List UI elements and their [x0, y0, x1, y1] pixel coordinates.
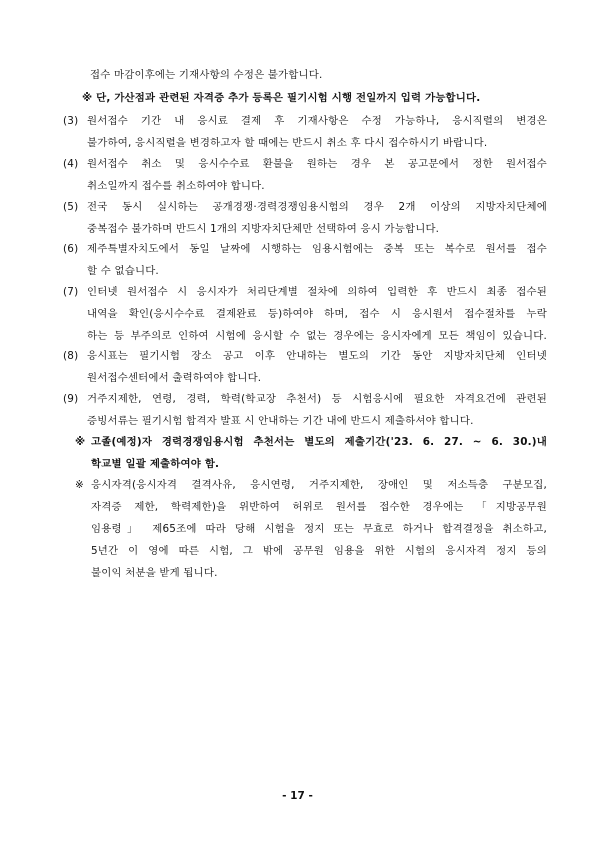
text-line: 전국 동시 실시하는 공개경쟁·경력경쟁임용시험의 경우 2개 이상의 지방자치단체에 [87, 201, 547, 213]
text-line: ※ 단, 가산점과 관련된 자격증 추가 등록은 필기시험 시행 전일까지 입력 가능합니다. [82, 92, 481, 104]
text-line: 자격증 제한, 학력제한)을 위반하여 허위로 원서를 접수한 경우에는 「지방공무원 [91, 501, 547, 513]
text-line: 접수 마감이후에는 기재사항의 수정은 불가합니다. [90, 69, 323, 81]
reference-mark: ※ [75, 479, 84, 491]
list-item [63, 238, 547, 282]
text-line: 불가하여, 응시직렬을 변경하고자 할 때에는 반드시 취소 후 다시 접수하시기 바랍니다. [87, 137, 488, 149]
item-number: (7) [63, 286, 79, 298]
text-line: 제주특별자치도에서 동일 날짜에 시행하는 임용시험에는 중복 또는 복수로 원서를 접수 [87, 243, 547, 255]
text-line: 내역을 확인(응시수수료 결제완료 등)하여야 하며, 접수 시 응시원서 접수절차를 누락 [87, 308, 547, 320]
text-line: 학교별 일괄 제출하여야 함. [91, 458, 220, 470]
item-number: (8) [63, 350, 79, 362]
list-item [63, 388, 547, 432]
list-item [63, 110, 547, 154]
note-qualification [75, 474, 547, 584]
text-line: 거주지제한, 연령, 경력, 학력(학교장 추천서) 등 시험응시에 필요한 자격요건에 관련된 [87, 393, 547, 405]
item-number: (5) [63, 201, 79, 213]
text-line: 할 수 없습니다. [87, 265, 159, 277]
text-line: 고졸(예정)자 경력경쟁임용시험 추천서는 별도의 제출기간('23. 6. 27. ~ 6. 30.)내 [91, 436, 547, 448]
text-line: 취소일까지 접수를 취소하여야 합니다. [87, 180, 265, 192]
text-line: 원서접수 취소 및 응시수수료 환불을 원하는 경우 본 공고문에서 정한 원서접수 [87, 158, 547, 170]
item-number: (6) [63, 243, 79, 255]
text-line: 응시자격(응시자격 결격사유, 응시연령, 거주지제한, 장애인 및 저소득층 구분모집, [91, 479, 547, 491]
continuation-text [90, 64, 323, 86]
list-item [63, 281, 547, 347]
list-item [63, 345, 547, 389]
text-line: 응시표는 필기시험 장소 공고 이후 안내하는 별도의 기간 동안 지방자치단체 인터넷 [87, 350, 547, 362]
text-line: 불이익 처분을 받게 됩니다. [91, 567, 218, 579]
text-line: 인터넷 원서접수 시 응시자가 처리단계별 절차에 의하여 입력한 후 반드시 최종 접수된 [87, 286, 547, 298]
text-line: 5년간 이 영에 따른 시험, 그 밖에 공무원 임용을 위한 시험의 응시자격 정지 등의 [91, 545, 547, 557]
text-line: 증빙서류는 필기시험 합격자 발표 시 안내하는 기간 내에 반드시 제출하셔야 합니다. [87, 415, 474, 427]
note-school-recommendation [75, 431, 547, 475]
text-line: 중복접수 불가하며 반드시 1개의 지방자치단체만 선택하여 응시 가능합니다. [87, 223, 440, 235]
reference-mark: ※ [75, 436, 86, 448]
list-item [63, 196, 547, 240]
note-bonus-points [82, 87, 480, 109]
item-number: (3) [63, 115, 79, 127]
page-number: - 17 - [282, 790, 313, 802]
text-line: 원서접수 기간 내 응시료 결제 후 기재사항은 수정 가능하나, 응시직렬의 변경은 [87, 115, 547, 127]
text-line: 원서접수센터에서 출력하여야 합니다. [87, 372, 262, 384]
text-line: 임용령」 제65조에 따라 당해 시험을 정지 또는 무효로 하거나 합격결정을 취소하고, [91, 523, 547, 535]
item-number: (4) [63, 158, 79, 170]
text-line: 하는 등 부주의로 인하여 시험에 응시할 수 없는 경우에는 응시자에게 모든 책임이 있습니다. [87, 330, 547, 342]
item-number: (9) [63, 393, 79, 405]
list-item [63, 153, 547, 197]
